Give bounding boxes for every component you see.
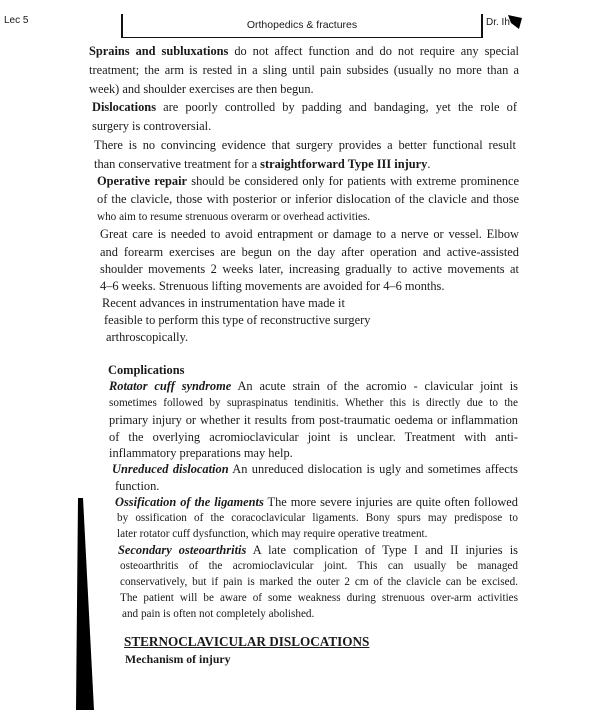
text-line: 4–6 weeks. Strenuous lifting movements are avoided for 4–6 months.: [100, 279, 445, 293]
text-line: and forearm exercises are begun on the day after operation and active-assisted: [100, 245, 519, 259]
text-line: later rotator cuff dysfunction, which may require operative treatment.: [117, 528, 428, 540]
text-line: week) and shoulder exercises are then begun.: [89, 82, 314, 96]
text-line: Operative repair should be considered only for patients with extreme prominence: [97, 174, 519, 188]
text-line: who aim to resume strenuous overarm or overhead activities.: [97, 211, 371, 223]
complications-heading: Complications: [108, 363, 185, 377]
header-title: Orthopedics & fractures: [246, 19, 358, 31]
text-line: conservatively, but if pain is marked the outer 2 cm of the clavicle can be excised.: [120, 576, 518, 588]
text-line: The patient will be aware of some weakness during strenuous over-arm activities: [120, 592, 518, 604]
section-heading: STERNOCLAVICULAR DISLOCATIONS: [124, 634, 370, 649]
text-line: Secondary osteoarthritis A late complication of Type I and II injuries is: [118, 543, 518, 557]
text-line: and pain is often not completely abolished.: [122, 608, 315, 620]
text-line: function.: [115, 479, 160, 493]
text-line: primary injury or whether it results from post-traumatic oedema or inflammation: [109, 413, 518, 427]
text-line: of the clavicle, those with posterior or inferior dislocation of the clavicle and those: [97, 192, 519, 206]
text-line: Recent advances in instrumentation have made it: [102, 296, 345, 310]
section-subheading: Mechanism of injury: [125, 652, 231, 666]
text-line: shoulder movements 2 weeks later, increasing gradually to active movements at: [100, 262, 519, 276]
text-line: arthroscopically.: [106, 330, 189, 344]
text-line: Dislocations are poorly controlled by padding and bandaging, yet the role of: [92, 100, 517, 114]
text-line: Ossification of the ligaments The more severe injuries are quite often followed: [115, 495, 518, 509]
header-author: Dr. Ih: [486, 17, 510, 28]
text-line: sometimes followed by supraspinatus tendinitis. Whether this is directly due to the: [109, 397, 518, 409]
text-line: feasible to perform this type of reconstructive surgery: [104, 313, 371, 327]
text-line: inflammatory preparations may help.: [109, 446, 293, 460]
text-line: There is no convincing evidence that surgery provides a better functional result: [94, 138, 516, 152]
header-divider: [481, 14, 483, 38]
text-line: surgery is controversial.: [92, 119, 212, 133]
text-line: of the overlying acromioclavicular joint is unclear. Treatment with anti-: [109, 430, 518, 444]
corner-mark-icon: [508, 15, 522, 29]
text-line: by ossification of the coracoclavicular ligaments. Bony spurs may predispose to: [117, 512, 518, 524]
text-line: Great care is needed to avoid entrapment or damage to a nerve or vessel. Elbow: [100, 227, 519, 241]
text-line: treatment; the arm is rested in a sling until pain subsides (usually no more than a: [89, 63, 519, 77]
text-line: osteoarthritis of the acromioclavicular joint. This can usually be managed: [120, 560, 518, 572]
text-line: Sprains and subluxations do not affect function and do not require any special: [89, 44, 519, 58]
lecture-number: Lec 5: [4, 15, 29, 26]
text-line: than conservative treatment for a straightforward Type III injury.: [94, 157, 431, 171]
header-rule: [121, 37, 483, 38]
text-line: Rotator cuff syndrome An acute strain of the acromio - clavicular joint is: [109, 379, 519, 393]
text-line: Unreduced dislocation An unreduced dislocation is ugly and sometimes affects: [112, 462, 518, 476]
page-header: [0, 0, 591, 38]
scan-shadow-bar: [76, 498, 96, 710]
